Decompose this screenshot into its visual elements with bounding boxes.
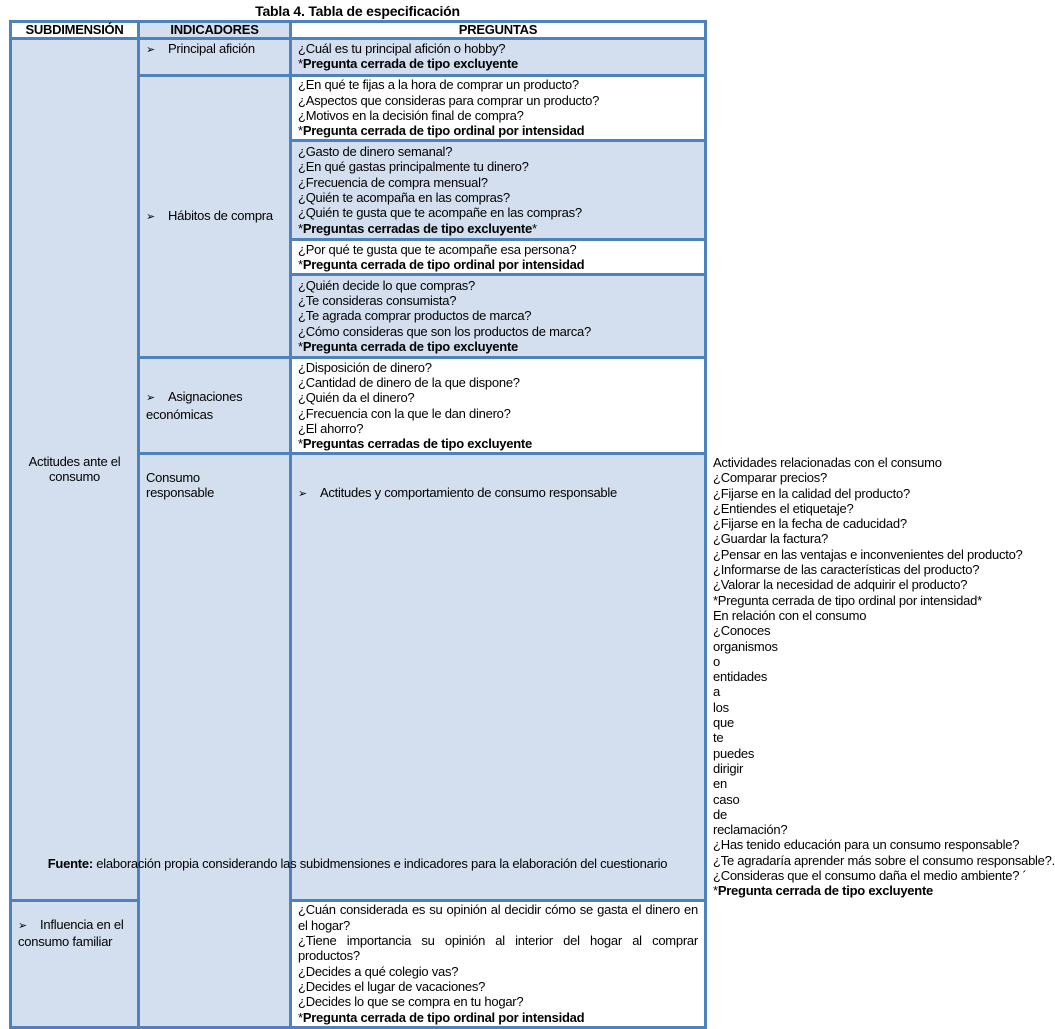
indicator-label: Principal afición bbox=[168, 41, 255, 56]
arrow-bullet-icon: ➢ bbox=[298, 488, 307, 500]
arrow-bullet-icon: ➢ bbox=[18, 919, 27, 932]
subdimension-label: Actitudes ante el consumo bbox=[28, 454, 121, 485]
indicator-cell bbox=[139, 358, 291, 454]
questions-cell bbox=[291, 141, 706, 240]
question-type-note: *Preguntas cerradas de tipo excluyente bbox=[298, 436, 532, 452]
questions-cell bbox=[291, 275, 706, 358]
question: ¿Cantidad de dinero de la que dispone? bbox=[298, 374, 520, 390]
source-footnote bbox=[0, 856, 715, 871]
question: ¿Motivos en la decisión final de compra? bbox=[298, 108, 524, 123]
subdimension-cell bbox=[11, 39, 139, 901]
question: ¿Decides lo que se compra en tu hogar? bbox=[298, 994, 524, 1010]
question: ¿Quién te acompaña en las compras? bbox=[298, 190, 510, 205]
indicator-label: Hábitos de compra bbox=[168, 207, 273, 223]
question: ¿Cómo consideras que son los productos de marca? bbox=[298, 323, 591, 339]
question: ¿Te consideras consumista? bbox=[298, 293, 457, 309]
question: ¿Disposición de dinero? bbox=[298, 359, 432, 375]
indicator-cell bbox=[139, 39, 291, 76]
question: ¿En qué te fijas a la hora de comprar un producto? bbox=[298, 77, 579, 93]
header-subdimension: SUBDIMENSIÓN bbox=[11, 22, 139, 39]
subdimension-label: Consumo responsable bbox=[146, 470, 215, 501]
question: ¿Aspectos que consideras para comprar un producto? bbox=[298, 92, 600, 108]
header-indicadores: INDICADORES bbox=[139, 22, 291, 39]
question: ¿Cuán considerada es su opinión al decidir cómo se gasta el dinero en el hogar? bbox=[298, 902, 698, 933]
question: ¿Decides a qué colegio vas? bbox=[298, 963, 459, 979]
questions-cell bbox=[291, 240, 706, 275]
question: ¿Quién decide lo que compras? bbox=[298, 277, 476, 293]
question-type-note: *Pregunta cerrada de tipo ordinal por intensidad bbox=[298, 1009, 585, 1025]
question: ¿Quién da el dinero? bbox=[298, 390, 415, 406]
subdimension-cell bbox=[139, 454, 291, 1028]
question: ¿Cuál es tu principal afición o hobby? bbox=[298, 41, 506, 56]
table-row: Consumo responsable ➢ Actitudes y comportamiento de consumo responsable Actividades relacionadas con el consumo ¿Comparar precios? ¿Fijarse en la calidad del producto? ¿Entiendes el etiquetaje? ¿Fijarse en la fecha de caducidad? ¿Guardar la factura? ¿Pensar en las ventajas e inconvenientes del producto? ¿Informarse de las características del producto? ¿Valorar la necesidad de adquirir el producto? *Pregunta cerrada de tipo ordinal por intensidad* En relación con el consumo ¿Conoces organismos o entidades a los que te puedes dirigir en caso de reclamación? ¿Has tenido educación para un consumo responsable? ¿Te agradaría aprender más sobre el consumo responsable?. ¿Consideras que el consumo daña el medio ambiente? ´ *Pregunta cerrada de tipo excluyente bbox=[11, 454, 706, 901]
question: ¿El ahorro? bbox=[298, 420, 364, 436]
questions-cell bbox=[291, 39, 706, 76]
question-type-note: *Pregunta cerrada de tipo ordinal por intensidad bbox=[298, 123, 585, 139]
questions-cell bbox=[291, 900, 706, 1027]
table-row bbox=[11, 900, 706, 1027]
table-title: Tabla 4. Tabla de especificación bbox=[255, 3, 460, 19]
indicator-cell bbox=[139, 76, 291, 358]
table-header-row bbox=[11, 22, 706, 39]
header-preguntas: PREGUNTAS bbox=[291, 22, 706, 39]
indicator-label: Influencia en el consumo familiar bbox=[18, 916, 124, 949]
indicator-cell bbox=[11, 900, 139, 1027]
question: ¿En qué gastas principalmente tu dinero? bbox=[298, 159, 529, 175]
question: ¿Tiene importancia su opinión al interior del hogar al comprar productos? bbox=[298, 933, 698, 964]
question: ¿Decides el lugar de vacaciones? bbox=[298, 978, 486, 994]
indicator-label: Actitudes y comportamiento de consumo responsable bbox=[320, 485, 618, 500]
arrow-bullet-icon: ➢ bbox=[146, 210, 155, 223]
questions-cell bbox=[291, 76, 706, 141]
question: ¿Gasto de dinero semanal? bbox=[298, 144, 453, 160]
indicator-label: Asignaciones económicas bbox=[146, 389, 243, 422]
question-type-note: *Preguntas cerradas de tipo excluyente* bbox=[298, 220, 537, 236]
indicator-cell bbox=[291, 454, 706, 901]
source-label: Fuente: bbox=[47, 856, 93, 871]
question-type-note: *Pregunta cerrada de tipo excluyente bbox=[298, 338, 519, 354]
table-row bbox=[11, 39, 706, 76]
question: ¿Frecuencia con la que le dan dinero? bbox=[298, 405, 511, 421]
question: ¿Por qué te gusta que te acompañe esa persona? bbox=[298, 241, 577, 257]
question: ¿Quién te gusta que te acompañe en las compras? bbox=[298, 205, 582, 221]
source-text: elaboración propia considerando las subidmensiones e indicadores para la elaboración del cuestionario bbox=[92, 856, 668, 871]
arrow-bullet-icon: ➢ bbox=[146, 392, 155, 405]
question-type-note: *Pregunta cerrada de tipo excluyente bbox=[298, 56, 519, 72]
questions-cell bbox=[291, 358, 706, 454]
question: ¿Te agrada comprar productos de marca? bbox=[298, 308, 532, 324]
specification-table bbox=[9, 20, 1055, 1029]
question-type-note: *Pregunta cerrada de tipo ordinal por intensidad bbox=[298, 257, 585, 272]
arrow-bullet-icon: ➢ bbox=[146, 44, 155, 56]
question: ¿Frecuencia de compra mensual? bbox=[298, 174, 488, 190]
